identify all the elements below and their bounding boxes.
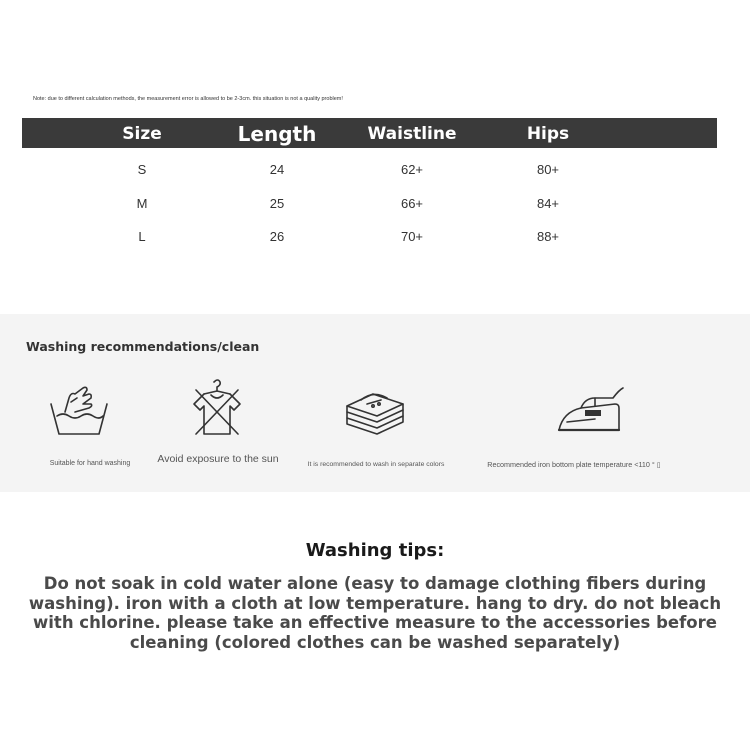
header-length: Length bbox=[237, 122, 317, 146]
cell-size: M bbox=[136, 196, 148, 211]
table-row bbox=[22, 196, 717, 216]
cell-waistline: 62+ bbox=[400, 162, 424, 177]
cell-length: 26 bbox=[269, 229, 285, 244]
caption-hand-wash: Suitable for hand washing bbox=[49, 460, 131, 467]
washing-tips-title: Washing tips: bbox=[305, 540, 445, 561]
cell-length: 24 bbox=[269, 162, 285, 177]
header-waistline: Waistline bbox=[367, 124, 457, 144]
cell-hips: 84+ bbox=[536, 196, 560, 211]
washing-title: Washing recommendations/clean bbox=[26, 339, 260, 354]
table-row bbox=[22, 229, 717, 249]
cell-hips: 88+ bbox=[536, 229, 560, 244]
cell-hips: 80+ bbox=[536, 162, 560, 177]
hand-wash-icon bbox=[47, 382, 111, 440]
separate-colors-icon bbox=[343, 386, 407, 438]
caption-separate-colors: It is recommended to wash in separate colors bbox=[307, 461, 445, 468]
cell-size: L bbox=[138, 229, 146, 244]
cell-length: 25 bbox=[269, 196, 285, 211]
cell-waistline: 70+ bbox=[400, 229, 424, 244]
iron-icon bbox=[555, 386, 627, 436]
header-hips: Hips bbox=[526, 124, 570, 144]
cell-waistline: 66+ bbox=[400, 196, 424, 211]
header-size: Size bbox=[122, 124, 162, 144]
caption-avoid-sun: Avoid exposure to the sun bbox=[157, 453, 279, 465]
size-table-header bbox=[22, 118, 717, 148]
measurement-note: Note: due to different calculation methods, the measurement error is allowed to be 2-3cm. this situation is not a quality problem! bbox=[33, 96, 343, 102]
caption-iron-temperature: Recommended iron bottom plate temperature <110 ° ▯ bbox=[487, 460, 661, 469]
table-row bbox=[22, 162, 717, 182]
washing-tips-body: Do not soak in cold water alone (easy to damage clothing fibers during washing). iron with a cloth at low temperature. hang to dry. do not bleach with chlorine. please take an effective measure to the accessories before cleaning (colored clothes can be washed separately) bbox=[28, 574, 722, 652]
no-sun-icon bbox=[190, 378, 244, 436]
cell-size: S bbox=[137, 162, 147, 177]
washing-panel bbox=[0, 314, 750, 492]
